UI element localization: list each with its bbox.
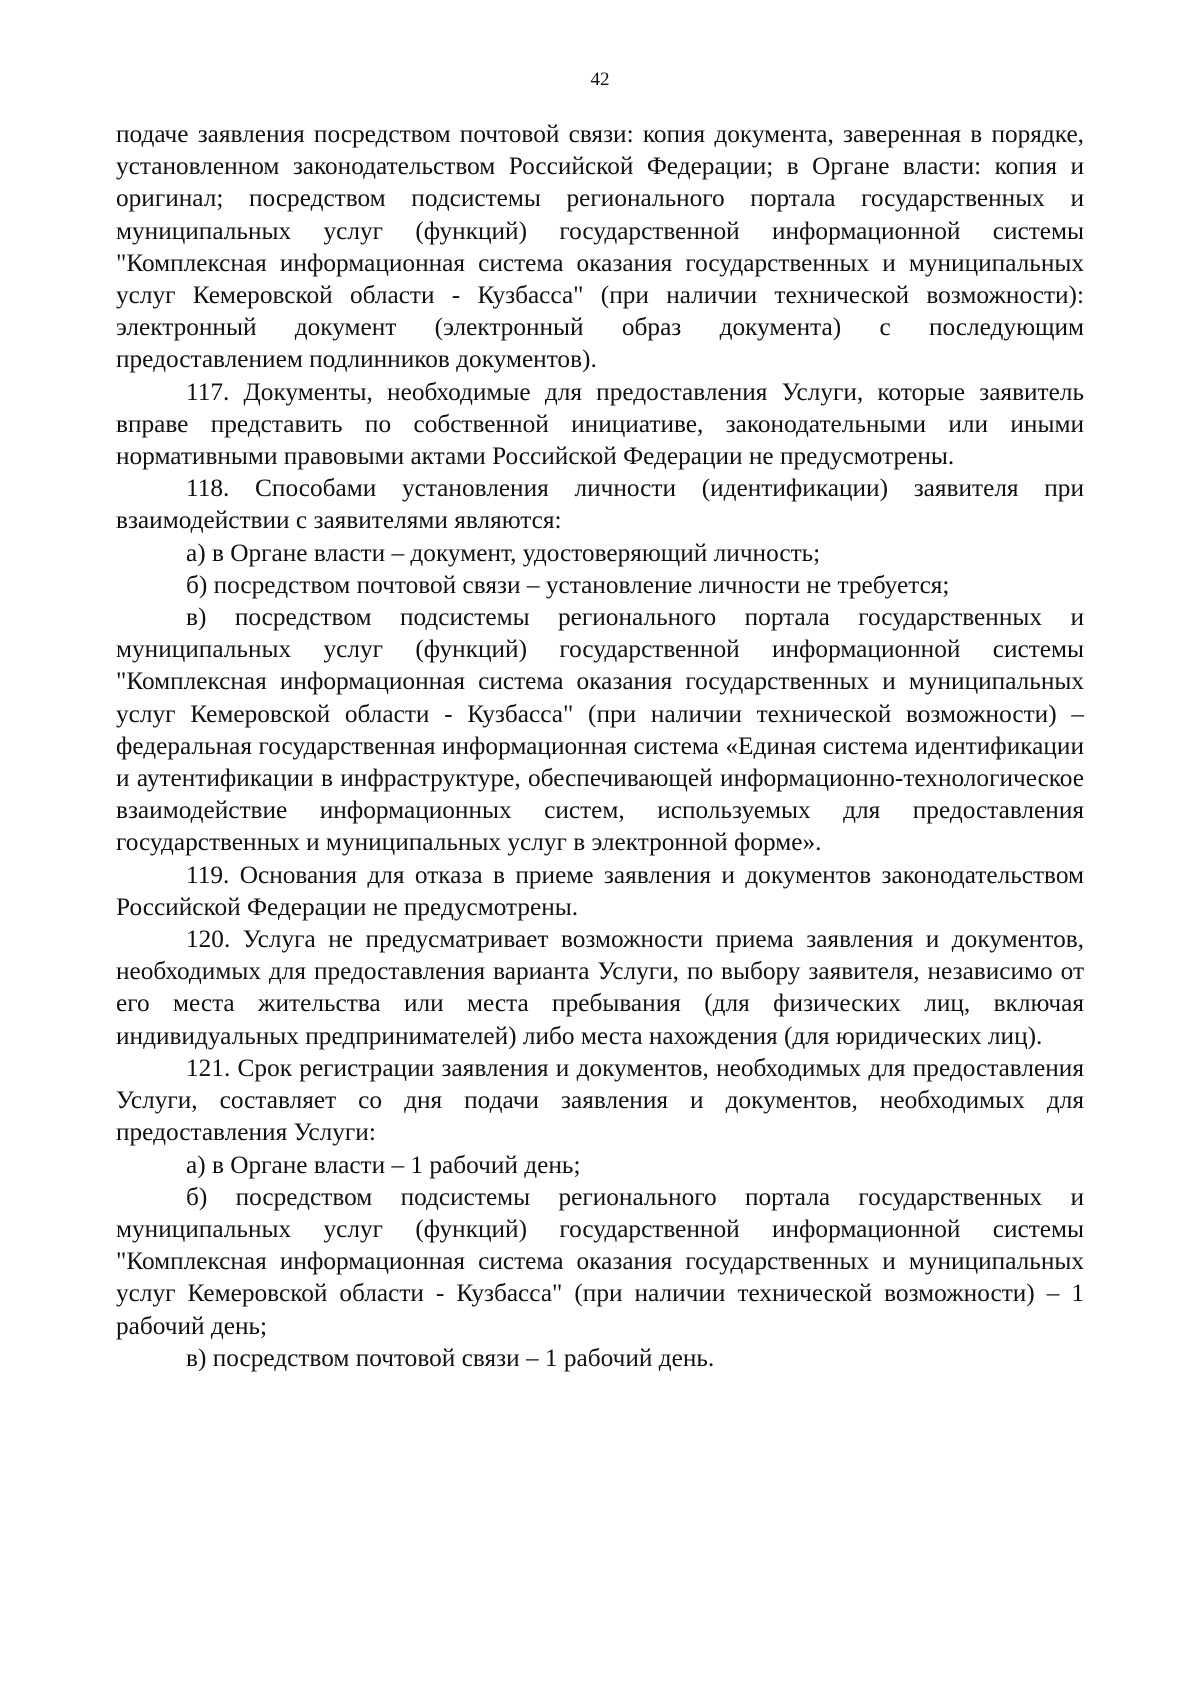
page-number: 42 [590,69,610,90]
paragraph-118-b: б) посредством почтовой связи – установление личности не требуется; [186,570,950,599]
paragraph-121-v: в) посредством почтовой связи – 1 рабочий день. [186,1343,715,1372]
paragraph-118-v: в) посредством подсистемы регионального портала государственных и муниципальных услуг (функций) государственной информационной системы "Комплексная информационная система оказания государственных и муниципальных услуг Кемеровской области - Кузбасса" (при наличии технической возможности) – федеральная государственная информационная система «Единая система идентификации и аутентификации в инфраструктуре, обеспечивающей информационно-технологическое взаимодействие информационных систем, используемых для предоставления государственных и муниципальных услуг в электронной форме». [116,603,1084,857]
paragraph-120: 120. Услуга не предусматривает возможности приема заявления и документов, необходимых для предоставления варианта Услуги, по выбору заявителя, независимо от его места жительства или места пребывания (для физических лиц, включая индивидуальных предпринимателей) либо места нахождения (для юридических лиц). [116,925,1084,1050]
paragraph-118: 118. Способами установления личности (идентификации) заявителя при взаимодействии с заявителями являются: [116,474,1084,535]
paragraph-117: 117. Документы, необходимые для предоставления Услуги, которые заявитель вправе представить по собственной инициативе, законодательными или иными нормативными правовыми актами Российской Федерации не предусмотрены. [116,377,1084,471]
paragraph-121: 121. Срок регистрации заявления и документов, необходимых для предоставления Услуги, составляет со дня подачи заявления и документов, необходимых для предоставления Услуги: [116,1053,1084,1147]
paragraph-119: 119. Основания для отказа в приеме заявления и документов законодательством Российской Федерации не предусмотрены. [116,860,1084,921]
paragraph-121-b: б) посредством подсистемы регионального портала государственных и муниципальных услуг (функций) государственной информационной системы "Комплексная информационная система оказания государственных и муниципальных услуг Кемеровской области - Кузбасса" (при наличии технической возможности) – 1 рабочий день; [116,1182,1084,1340]
paragraph-121-a: а) в Органе власти – 1 рабочий день; [186,1150,581,1179]
paragraph-118-a: а) в Органе власти – документ, удостоверяющий личность; [186,538,821,567]
document-body [116,118,1084,1374]
paragraph-continuation: подаче заявления посредством почтовой связи: копия документа, заверенная в порядке, установленном законодательством Российской Федерации; в Органе власти: копия и оригинал; посредством подсистемы регионального портала государственных и муниципальных услуг (функций) государственной информационной системы "Комплексная информационная система оказания государственных и муниципальных услуг Кемеровской области - Кузбасса" (при наличии технической возможности): электронный документ (электронный образ документа) с последующим предоставлением подлинников документов). [116,120,1084,374]
